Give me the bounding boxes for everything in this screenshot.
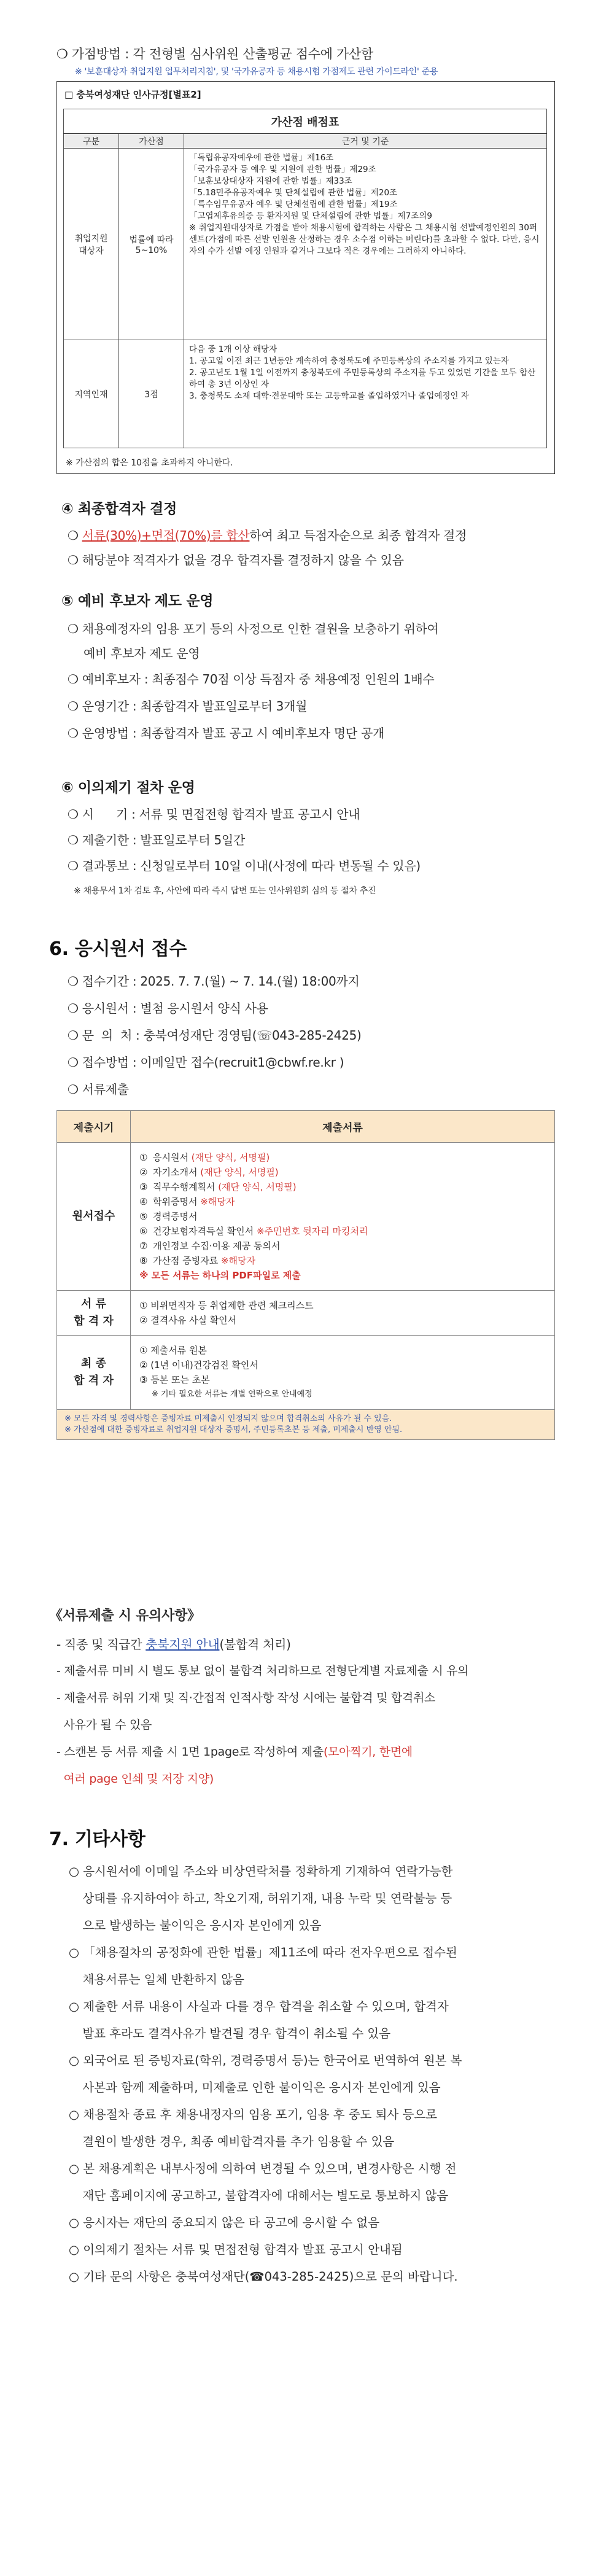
etc-item xyxy=(75,2186,448,2203)
apply-docs xyxy=(68,1080,129,1097)
reserve-line-3 xyxy=(68,696,307,714)
col-header-points: 가산점 xyxy=(119,134,184,149)
bonus-points-table xyxy=(63,109,547,448)
row-label-local: 지역인재 xyxy=(64,340,119,448)
bonus-table-caption: 가산점 배점표 xyxy=(64,109,547,134)
col-header-documents: 제출서류 xyxy=(131,1111,555,1143)
etc-item-text: 본 채용계획은 내부사정에 의하여 변경될 수 있으며, 변경사항은 시행 전 xyxy=(83,2162,457,2176)
apply-docs-text: 서류제출 xyxy=(82,1082,129,1097)
item-text: 응시원서 xyxy=(153,1152,192,1163)
etc-item xyxy=(69,2159,456,2176)
application-docs-cell xyxy=(131,1143,555,1291)
hollow-circle-bullet-icon: ○ xyxy=(69,2243,83,2257)
circle-bullet-icon: ❍ xyxy=(68,621,82,636)
etc-item-text: 사본과 함께 제출하며, 미제출로 인한 불이익은 응시자 본인에게 있음 xyxy=(75,2080,441,2095)
circle-bullet-icon: ❍ xyxy=(68,1082,82,1097)
etc-item-text: 외국어로 된 증빙자료(학위, 경력증명서 등)는 한국어로 번역하여 원본 복 xyxy=(83,2053,462,2068)
reserve-text-1: 채용예정자의 임용 포기 등의 사정으로 인한 결원을 보충하기 위하여 xyxy=(82,621,439,636)
caution-line-3b: 사유가 될 수 있음 xyxy=(56,1718,152,1732)
apply-contact xyxy=(68,1025,362,1043)
apply-period xyxy=(68,971,359,989)
item-number: ② xyxy=(139,1167,148,1178)
objection-text-2: 제출기한 : 발표일로부터 5일간 xyxy=(82,833,245,847)
circle-bullet-icon: ❍ xyxy=(68,1001,82,1016)
doc-pass-cell xyxy=(131,1291,555,1336)
etc-item xyxy=(69,2051,462,2068)
circle-bullet-icon: ❍ xyxy=(68,528,82,543)
row-basis-veterans: 「독립유공자예우에 관한 법률」제16조 「국가유공자 등 예우 및 지원에 관한 법률」제29조 「보훈보상대상자 지원에 관한 법률」제33조 「5.18민주유공자예우 및 단체설립에 관한 법률」제20조 「특수임무유공자 예우 및 단체설립에 관한 법률」제19조 「고엽제후유의증 등 환자지원 및 단체설립에 관한 법률」제7조의9 ※ 취업지원대상자로 가점을 받아 채용시험에 합격하는 사람은 그 채용시험 선발예정인원의 30퍼센트(가점에 따른 선발 인원을 산정하는 경우 소수점 이하는 버린다)를 초과할 수 없다. 다만, 응시자의 수가 선발 예정 인원과 같거나 그보다 적은 경우에는 그러하지 아니하다. xyxy=(184,149,547,340)
final-pass-cell xyxy=(131,1336,555,1410)
etc-item xyxy=(75,1889,452,1906)
caution-text-1c: (불합격 처리) xyxy=(219,1637,291,1652)
etc-item xyxy=(75,2078,441,2095)
item-remark: (재단 양식, 서명필) xyxy=(191,1152,270,1163)
item-text: 가산점 증빙자료 xyxy=(153,1255,221,1266)
application-doc-item xyxy=(139,1239,546,1253)
apply-period-text: 접수기간 : 2025. 7. 7.(월) ~ 7. 14.(월) 18:00까지 xyxy=(82,974,360,989)
item-number: ⑤ xyxy=(139,1211,148,1222)
objection-text-1: 시 기 : 서류 및 면접전형 합격자 발표 공고시 안내 xyxy=(82,807,360,822)
etc-item xyxy=(75,2132,394,2149)
bonus-sub-note: ※ '보훈대상자 취업지원 업무처리지침', 및 '국가유공자 등 채용시험 가점제도 관련 가이드라인' 준용 xyxy=(75,67,438,77)
etc-item-text: 제출한 서류 내용이 사실과 다를 경우 합격을 취소할 수 있으며, 합격자 xyxy=(83,1999,449,2014)
final-pass-item-2: ② (1년 이내)건강검진 확인서 xyxy=(139,1360,258,1371)
item-remark: ※해당자 xyxy=(220,1255,256,1266)
circle-bullet-icon: ❍ xyxy=(68,1028,82,1043)
application-doc-item xyxy=(139,1209,546,1224)
final-pass-item-1: ① 제출서류 원본 xyxy=(139,1345,207,1356)
circle-bullet-icon: ❍ xyxy=(68,858,82,873)
objection-text-3: 결과통보 : 신청일로부터 10일 이내(사정에 따라 변동될 수 있음) xyxy=(82,858,421,873)
row-label-application: 원서접수 xyxy=(57,1143,131,1291)
application-doc-item xyxy=(139,1180,546,1194)
final-decision-heading: ④ 최종합격자 결정 xyxy=(61,501,177,517)
caution-line-4 xyxy=(56,1743,413,1759)
item-text: 자기소개서 xyxy=(153,1167,201,1178)
etc-item xyxy=(69,2213,379,2230)
col-header-basis: 근거 및 기준 xyxy=(184,134,547,149)
etc-item xyxy=(75,2024,390,2041)
application-doc-item xyxy=(139,1165,546,1180)
bonus-method-text: 가점방법 : 각 전형별 심사위원 산출평균 점수에 가산함 xyxy=(71,47,374,61)
circle-bullet-icon: ❍ xyxy=(68,974,82,989)
bonus-method-line xyxy=(56,44,373,63)
etc-item-text: 상태를 유지하여야 하고, 착오기재, 허위기재, 내용 누락 및 연락불능 등 xyxy=(75,1891,452,1905)
circle-bullet-icon: ❍ xyxy=(68,807,82,822)
apply-contact-text: 문 의 처 : 충북여성재단 경영팀(☏043-285-2425) xyxy=(82,1028,362,1043)
objection-line-1 xyxy=(68,804,360,822)
objection-line-2 xyxy=(68,830,245,848)
etc-item-text: 채용절차 종료 후 채용내정자의 임용 포기, 임용 후 중도 퇴사 등으로 xyxy=(83,2107,438,2122)
caution-line-1 xyxy=(56,1635,291,1652)
hollow-circle-bullet-icon: ○ xyxy=(69,2270,83,2284)
circle-bullet-icon: ❍ xyxy=(68,726,82,741)
doc-pass-item-2: ② 결격사유 사실 확인서 xyxy=(139,1315,237,1326)
item-remark: ※해당자 xyxy=(200,1196,235,1207)
item-number: ⑧ xyxy=(139,1255,148,1266)
etc-item xyxy=(69,1997,449,2014)
etc-item-text: 응시원서에 이메일 주소와 비상연락처를 정확하게 기재하여 연락가능한 xyxy=(83,1864,453,1878)
reserve-line-4 xyxy=(68,723,384,741)
score-weight-text: 서류(30%)+면접(70%)를 합산 xyxy=(82,528,250,543)
reserve-text-2: 예비후보자 : 최종점수 70점 이상 득점자 중 채용예정 인원의 1배수 xyxy=(82,672,435,687)
etc-item xyxy=(75,1970,244,1987)
doc-table-footnotes xyxy=(57,1410,555,1440)
circle-bullet-icon: ❍ xyxy=(56,47,68,61)
caution-text-1a: - 직종 및 직급간 xyxy=(56,1637,146,1652)
final-decision-line-2 xyxy=(68,550,404,568)
item-number: ⑥ xyxy=(139,1226,148,1237)
footnote-2: ※ 가산점에 대한 증빙자료로 취업지원 대상자 증명서, 주민등록초본 등 제출, 미제출시 반영 안됨. xyxy=(64,1425,403,1434)
hollow-circle-bullet-icon: ○ xyxy=(69,1945,83,1959)
item-text: 건강보험자격득실 확인서 xyxy=(153,1226,257,1237)
hollow-circle-bullet-icon: ○ xyxy=(69,2107,83,2122)
item-text: 개인정보 수집·이용 제공 동의서 xyxy=(153,1240,281,1251)
doc-pass-item-1: ① 비위면직자 등 취업제한 관련 체크리스트 xyxy=(139,1300,314,1311)
reserve-text-3: 운영기간 : 최종합격자 발표일로부터 3개월 xyxy=(82,699,308,714)
etc-item xyxy=(69,2240,403,2257)
apply-method xyxy=(68,1053,344,1070)
etc-item xyxy=(69,1943,457,1960)
row-points-veterans: 법률에 따라 5~10% xyxy=(119,149,184,340)
row-label-doc-pass: 서 류 합 격 자 xyxy=(57,1291,131,1336)
caution-text-1b: 충북지원 안내 xyxy=(145,1637,220,1652)
etc-item-text: 채용서류는 일체 반환하지 않음 xyxy=(75,1972,244,1986)
apply-method-text: 접수방법 : 이메일만 접수(recruit1@cbwf.re.kr ) xyxy=(82,1055,344,1070)
caution-text-4b: (모아찍기, 한면에 xyxy=(323,1745,413,1759)
objection-heading: ⑥ 이의제기 절차 운영 xyxy=(61,780,195,796)
col-header-category: 구분 xyxy=(64,134,119,149)
circle-bullet-icon: ❍ xyxy=(68,1055,82,1070)
circle-bullet-icon: ❍ xyxy=(68,833,82,847)
item-number: ④ xyxy=(139,1196,148,1207)
hollow-circle-bullet-icon: ○ xyxy=(69,1999,83,2014)
circle-bullet-icon: ❍ xyxy=(68,699,82,714)
item-remark: ※주민번호 뒷자리 마킹처리 xyxy=(256,1226,368,1237)
circle-bullet-icon: ❍ xyxy=(68,553,82,567)
objection-line-3 xyxy=(68,856,421,874)
item-remark: (재단 양식, 서명필) xyxy=(218,1181,297,1193)
item-number: ① xyxy=(139,1152,148,1163)
item-number: ③ xyxy=(139,1181,148,1193)
caution-line-2: - 제출서류 미비 시 별도 통보 없이 불합격 처리하므로 전형단계별 자료제출 시 유의 xyxy=(56,1664,469,1678)
item-text: 직무수행계획서 xyxy=(153,1181,219,1193)
etc-item-text: 응시자는 재단의 중요되지 않은 타 공고에 응시할 수 없음 xyxy=(83,2216,380,2230)
caution-line-4c: 여러 page 인쇄 및 저장 지양) xyxy=(56,1772,214,1786)
circle-bullet-icon: ❍ xyxy=(68,672,82,687)
item-text: 학위증명서 xyxy=(153,1196,201,1207)
footnote-1: ※ 모든 자격 및 경력사항은 증빙자료 미제출시 인정되지 않으며 합격취소의 사유가 될 수 있음. xyxy=(64,1414,392,1423)
etc-item-text: 「채용절차의 공정화에 관한 법률」제11조에 따라 전자우편으로 접수된 xyxy=(83,1945,457,1959)
application-doc-item xyxy=(139,1253,546,1268)
pdf-warning: ※ 모든 서류는 하나의 PDF파일로 제출 xyxy=(139,1270,301,1281)
item-number: ⑦ xyxy=(139,1240,148,1251)
reserve-heading: ⑤ 예비 후보자 제도 운영 xyxy=(61,593,214,609)
row-points-local: 3점 xyxy=(119,340,184,448)
hollow-circle-bullet-icon: ○ xyxy=(69,2162,83,2176)
col-header-timing: 제출시기 xyxy=(57,1111,131,1143)
bonus-points-box xyxy=(56,81,555,474)
row-basis-local: 다음 중 1개 이상 해당자 1. 공고일 이전 최근 1년동안 계속하여 충청북도에 주민등록상의 주소지를 가지고 있는자 2. 공고년도 1월 1일 이전까지 충청북도에 주민등록상의 주소지를 두고 있었던 기간을 모두 합산하여 총 3년 이상인 자 3. 충청북도 소재 대학·전문대학 또는 고등학교를 졸업하였거나 졸업예정인 자 xyxy=(184,340,547,448)
caution-text-4a: - 스캔본 등 서류 제출 시 1면 1page로 작성하여 제출 xyxy=(56,1745,324,1759)
etc-item xyxy=(69,1862,453,1879)
reserve-line-2 xyxy=(68,669,434,687)
application-doc-item xyxy=(139,1224,546,1239)
objection-note: ※ 채용무서 1차 검토 후, 사안에 따라 즉시 답변 또는 인사위원회 심의 등 절차 추진 xyxy=(74,886,376,896)
caution-line-3: - 제출서류 허위 기재 및 직·간접적 인적사항 작성 시에는 불합격 및 합격취소 xyxy=(56,1691,436,1705)
hollow-circle-bullet-icon: ○ xyxy=(69,1864,83,1878)
application-doc-item xyxy=(139,1194,546,1209)
final-decision-text: 하여 최고 득점자순으로 최종 합격자 결정 xyxy=(249,528,467,543)
final-decision-line-1 xyxy=(68,526,467,543)
reserve-text-4: 운영방법 : 최종합격자 발표 공고 시 예비후보자 명단 공개 xyxy=(82,726,385,741)
etc-heading: 7. 기타사항 xyxy=(49,1829,145,1850)
etc-item-text: 발표 후라도 결격사유가 발견될 경우 합격이 취소될 수 있음 xyxy=(75,2026,391,2041)
caution-heading: 《서류제출 시 유의사항》 xyxy=(49,1608,201,1624)
etc-item-text: 기타 문의 사항은 충북여성재단(☎043-285-2425)으로 문의 바랍니다. xyxy=(83,2270,458,2284)
final-pass-item-3: ③ 등본 또는 초본 xyxy=(139,1374,210,1385)
bonus-box-header: □ 충북여성재단 인사규정[별표2] xyxy=(64,89,201,100)
item-text: 경력증명서 xyxy=(153,1211,198,1222)
application-docs-list xyxy=(139,1150,546,1268)
etc-item-text: 결원이 발생한 경우, 최종 예비합격자를 추가 임용할 수 있음 xyxy=(75,2134,395,2149)
reserve-line-1 xyxy=(68,619,439,637)
document-table xyxy=(56,1110,555,1440)
bonus-total-note: ※ 가산점의 합은 10점을 초과하지 아니한다. xyxy=(66,458,233,468)
hollow-circle-bullet-icon: ○ xyxy=(69,2216,83,2230)
apply-form xyxy=(68,998,268,1016)
no-qualified-text: 해당분야 적격자가 없을 경우 합격자를 결정하지 않을 수 있음 xyxy=(82,553,404,567)
row-label-final-pass: 최 종 합 격 자 xyxy=(57,1336,131,1410)
etc-item-text: 이의제기 절차는 서류 및 면접전형 합격자 발표 공고시 안내됨 xyxy=(83,2243,403,2257)
application-doc-item xyxy=(139,1150,546,1165)
etc-item xyxy=(75,1916,321,1933)
hollow-circle-bullet-icon: ○ xyxy=(69,2053,83,2068)
apply-form-text: 응시원서 : 별첨 응시원서 양식 사용 xyxy=(82,1001,268,1016)
etc-item xyxy=(69,2267,458,2284)
item-remark: (재단 양식, 서명필) xyxy=(200,1167,279,1178)
application-heading: 6. 응시원서 접수 xyxy=(49,938,187,960)
row-label-veterans: 취업지원 대상자 xyxy=(64,149,119,340)
etc-item-text: 재단 홈페이지에 공고하고, 불합격자에 대해서는 별도로 통보하지 않음 xyxy=(75,2189,449,2203)
etc-item-text: 으로 발생하는 불이익은 응시자 본인에게 있음 xyxy=(75,1918,322,1932)
etc-item xyxy=(69,2105,437,2122)
final-pass-note: ※ 기타 필요한 서류는 개별 연락으로 안내예정 xyxy=(152,1390,312,1399)
reserve-line-1b: 예비 후보자 제도 운영 xyxy=(83,646,200,661)
